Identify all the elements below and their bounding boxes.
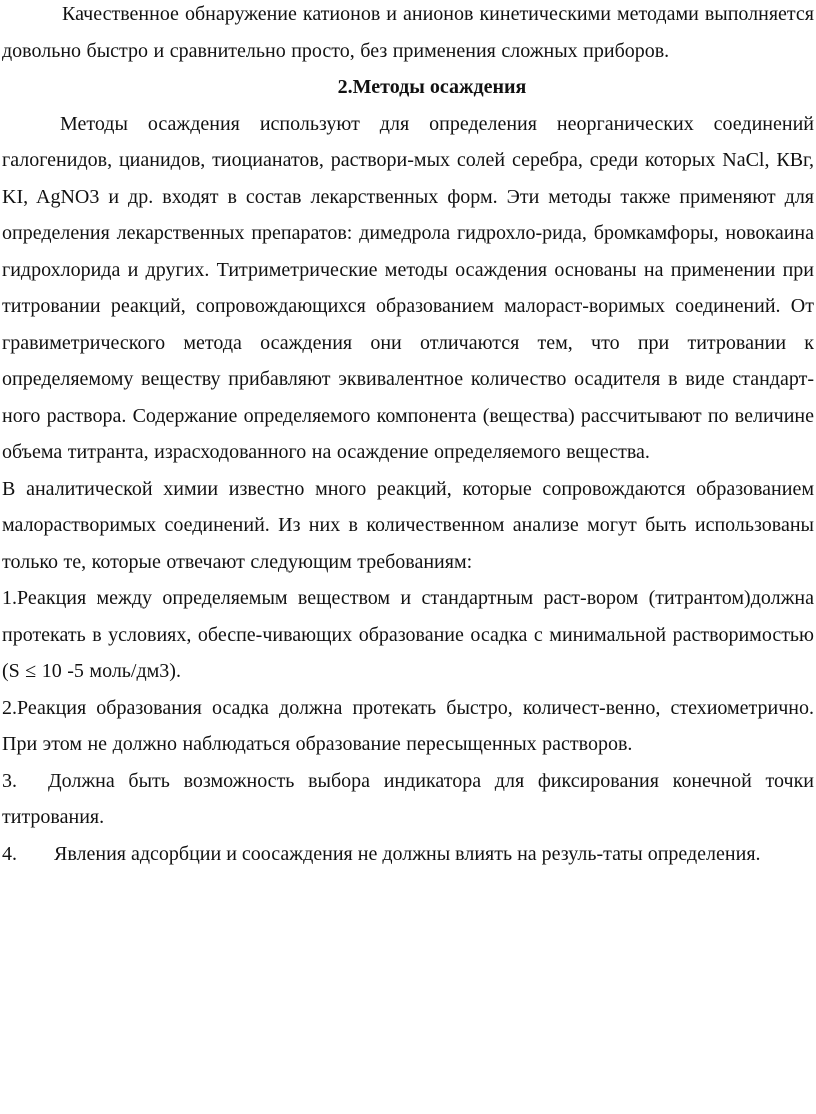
requirement-2: 2.Реакция образования осадка должна протекать быстро, количест-венно, стехиометрично. При этом не должно наблюдаться образование пересыщенных растворов. [2,696,814,755]
requirement-3-text: Должна быть возможность выбора индикатора для фиксирования конечной точки титрования. [2,769,814,828]
requirement-4-number: 4. [2,842,17,865]
requirement-4-text: Явления адсорбции и соосаждения не должны влиять на резуль-таты определения. [54,842,761,865]
paragraph-requirements-intro: В аналитической химии известно много реакций, которые сопровождаются образованием малорастворимых соединений. Из них в количественном анализе могут быть использованы только те, которые отвечают следующим требованиям: [2,477,814,573]
intro-paragraph: Качественное обнаружение катионов и анионов кинетическими методами выполняется довольно быстро и сравнительно просто, без применения сложных приборов. [2,3,814,62]
paragraph-precipitation-methods: Методы осаждения используют для определения неорганических соединений галогенидов, цианидов, тиоцианатов, раствори-мых солей серебра, среди которых NaCl, КВг, KI, AgNO3 и др. входят в состав лекарственных форм. Эти методы также применяют для определения лекарственных препаратов: димедрола гидрохло-рида, бромкамфоры, новокаина гидрохлорида и других. Титриметрические методы осаждения основаны на применении при титровании реакций, сопровождающихся образованием малораст-воримых соединений. От гравиметрического метода осаждения они отличаются тем, что при титровании к определяемому веществу прибавляют эквивалентное количество осадителя в виде стандарт-ного раствора. Содержание определяемого компонента (вещества) рассчитывают по величине объема титранта, израсходованного на осаждение определяемого вещества. [2,112,814,463]
requirement-3-number: 3. [2,769,17,792]
requirement-4 [2,836,814,873]
requirement-1: 1.Реакция между определяемым веществом и стандартным раст-вором (титрантом)должна протекать в условиях, обеспе-чивающих образование осадка с минимальной растворимостью (S ≤ 10 -5 моль/дм3). [2,587,814,682]
section-heading: 2.Методы осаждения [337,76,527,98]
requirement-3 [2,763,814,836]
